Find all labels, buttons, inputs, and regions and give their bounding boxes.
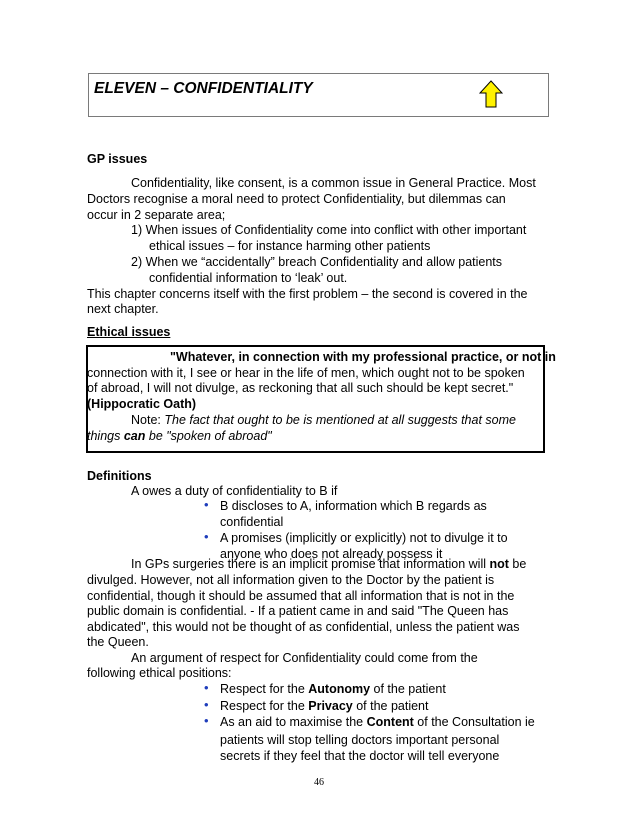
argument-text-line: An argument of respect for Confidentiality could come from the <box>131 651 478 665</box>
chapter-title: ELEVEN – CONFIDENTIALITY <box>94 80 313 97</box>
ethical-issues-heading: Ethical issues <box>87 325 171 339</box>
quote-source: (Hippocratic Oath) <box>87 397 197 411</box>
surgery-text-line: In GPs surgeries there is an implicit promise that information will not be <box>131 557 527 571</box>
definition-line: A owes a duty of confidentiality to B if <box>131 484 338 498</box>
definitions-heading: Definitions <box>87 469 152 483</box>
note-line: Note: The fact that ought to be is mentioned at all suggests that some <box>131 413 516 427</box>
position-bullet-privacy: Respect for the Privacy of the patient <box>220 699 429 713</box>
bullet-icon: • <box>204 497 209 512</box>
position-bullet-content-cont: patients will stop telling doctors important personal <box>220 733 500 747</box>
gp-list-item-1: 1) When issues of Confidentiality come into conflict with other important <box>131 223 527 237</box>
quote-line: connection with it, I see or hear in the life of men, which ought not to be spoken <box>87 366 525 380</box>
surgery-text-line: confidential, though it should be assumed that all information that is not in the <box>87 589 515 603</box>
position-bullet-autonomy: Respect for the Autonomy of the patient <box>220 682 446 696</box>
surgery-text-line: the Queen. <box>87 635 149 649</box>
bullet-icon: • <box>204 529 209 544</box>
gp-text-line: This chapter concerns itself with the first problem – the second is covered in the <box>87 287 528 301</box>
surgery-text-line: public domain is confidential. - If a patient came in and said "The Queen has <box>87 604 509 618</box>
gp-text-line: occur in 2 separate area; <box>87 208 226 222</box>
surgery-text-line: abdicated", this would not be thought of as confidential, unless the patient was <box>87 620 520 634</box>
surgery-text-line: divulged. However, not all information given to the Doctor by the patient is <box>87 573 495 587</box>
up-arrow-icon[interactable] <box>479 80 503 108</box>
definition-bullet-1-cont: confidential <box>220 515 284 529</box>
gp-list-item-1-cont: ethical issues – for instance harming other patients <box>149 239 431 253</box>
bullet-icon: • <box>204 680 209 695</box>
gp-text-line: Doctors recognise a moral need to protect Confidentiality, but dilemmas can <box>87 192 506 206</box>
bullet-icon: • <box>204 713 209 728</box>
note-line: things can be "spoken of abroad" <box>87 429 272 443</box>
gp-list-item-2: 2) When we “accidentally” breach Confidentiality and allow patients <box>131 255 503 269</box>
gp-text-line: next chapter. <box>87 302 159 316</box>
quote-line: "Whatever, in connection with my professional practice, or not in <box>170 350 556 364</box>
position-bullet-content: As an aid to maximise the Content of the Consultation ie <box>220 715 535 729</box>
quote-line: of abroad, I will not divulge, as reckoning that all such should be kept secret." <box>87 381 514 395</box>
page-number: 46 <box>314 777 324 788</box>
gp-issues-heading: GP issues <box>87 152 148 166</box>
argument-text-line: following ethical positions: <box>87 666 232 680</box>
gp-text-line: Confidentiality, like consent, is a common issue in General Practice. Most <box>131 176 536 190</box>
definition-bullet-2-cont: anyone who does not already possess it <box>220 547 443 561</box>
definition-bullet-1: B discloses to A, information which B regards as <box>220 499 487 513</box>
definition-bullet-2: A promises (implicitly or explicitly) not to divulge it to <box>220 531 508 545</box>
position-bullet-content-cont: secrets if they feel that the doctor will tell everyone <box>220 749 500 763</box>
gp-list-item-2-cont: confidential information to ‘leak’ out. <box>149 271 348 285</box>
bullet-icon: • <box>204 697 209 712</box>
